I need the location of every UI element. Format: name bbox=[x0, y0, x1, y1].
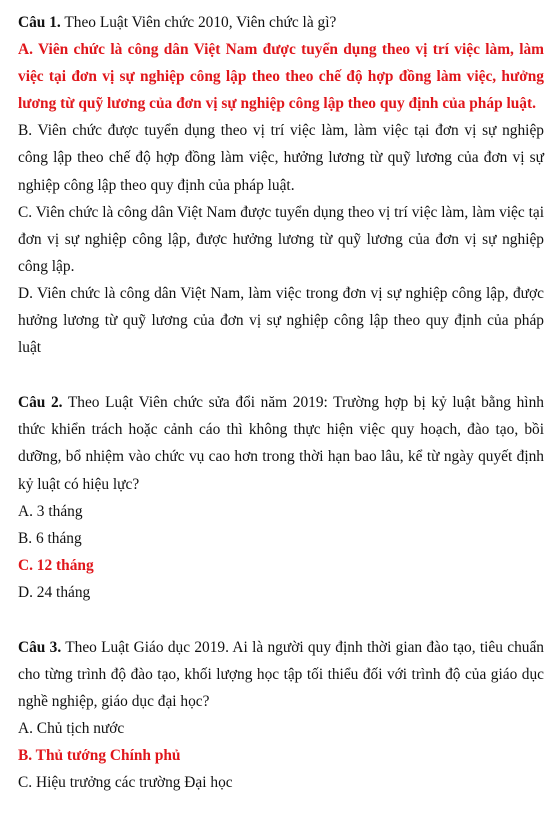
question-3-text: Theo Luật Giáo dục 2019. Ai là người quy định thời gian đào tạo, tiêu chuẩn cho từng trình độ đào tạo, khối lượng học tập tối thiểu đối với trình độ của giáo dục nghề nghiệp, giáo dục đại học? bbox=[18, 638, 544, 711]
question-3-option-b: B. Thủ tướng Chính phủ bbox=[18, 747, 181, 765]
question-2 bbox=[18, 389, 544, 606]
question-3-option-a: A. Chủ tịch nước bbox=[18, 720, 125, 738]
question-1-option-b: B. Viên chức được tuyển dụng theo vị trí việc làm, làm việc tại đơn vị sự nghiệp công lập theo chế độ hợp đồng làm việc, hưởng lương từ quỹ lương của đơn vị sự nghiệp công lập theo quy định của pháp luật. bbox=[18, 122, 544, 194]
question-3-stem bbox=[18, 634, 544, 715]
question-3-number: Câu 3. bbox=[18, 638, 62, 656]
question-1-option-a: A. Viên chức là công dân Việt Nam được tuyển dụng theo vị trí việc làm, làm việc tại đơn vị sự nghiệp công lập theo theo chế độ hợp đồng làm việc, hưởng lương từ quỹ lương của đơn vị sự nghiệp công lập theo quy định của pháp luật. bbox=[18, 41, 544, 113]
question-2-option-c: C. 12 tháng bbox=[18, 556, 94, 574]
question-gap bbox=[18, 361, 544, 389]
question-2-option-a: A. 3 tháng bbox=[18, 502, 83, 520]
question-gap bbox=[18, 606, 544, 634]
question-3-option-c: C. Hiệu trưởng các trường Đại học bbox=[18, 774, 233, 792]
question-1 bbox=[18, 9, 544, 361]
question-1-text: Theo Luật Viên chức 2010, Viên chức là gì? bbox=[64, 14, 337, 31]
question-1-number: Câu 1. bbox=[18, 14, 61, 31]
question-1-option-c: C. Viên chức là công dân Việt Nam được tuyển dụng theo vị trí việc làm, làm việc tại đơn vị sự nghiệp công lập, được hưởng lương từ quỹ lương của đơn vị sự nghiệp công lập. bbox=[18, 203, 544, 275]
question-2-option-b: B. 6 tháng bbox=[18, 529, 82, 547]
question-1-option-d: D. Viên chức là công dân Việt Nam, làm việc trong đơn vị sự nghiệp công lập, được hưởng lương từ quỹ lương của đơn vị sự nghiệp công lập theo quy định của pháp luật bbox=[18, 284, 544, 357]
question-1-stem bbox=[18, 9, 544, 36]
question-2-option-d: D. 24 tháng bbox=[18, 583, 91, 601]
question-2-number: Câu 2. bbox=[18, 394, 63, 412]
question-3 bbox=[18, 634, 544, 797]
question-2-text: Theo Luật Viên chức sửa đổi năm 2019: Trường hợp bị kỷ luật bằng hình thức khiển trách hoặc cảnh cáo thì không thực hiện việc quy hoạch, đào tạo, bồi dưỡng, bổ nhiệm vào chức vụ cao hơn trong thời hạn bao lâu, kể từ ngày quyết định kỷ luật có hiệu lực? bbox=[18, 394, 544, 493]
question-2-stem bbox=[18, 389, 544, 497]
